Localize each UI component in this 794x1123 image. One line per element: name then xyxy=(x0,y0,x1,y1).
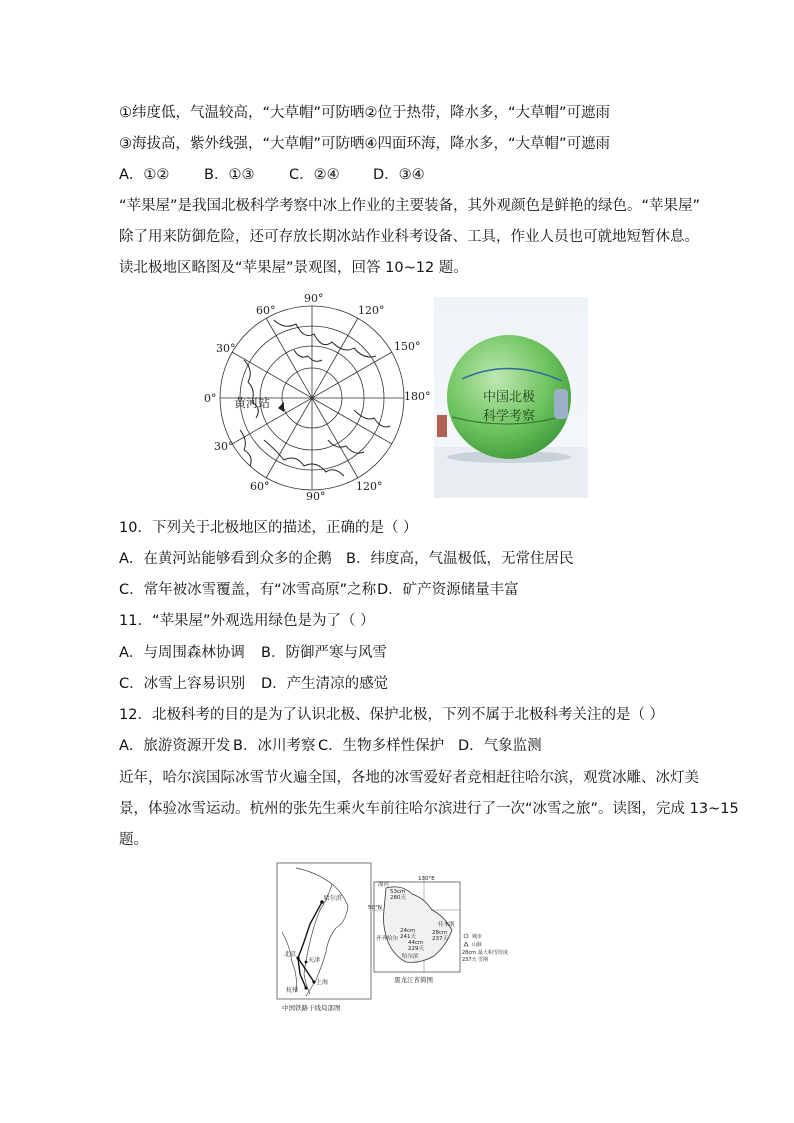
passage2-line3: 题。 xyxy=(119,832,148,848)
q9-statement-line1: ①纬度低，气温较高，“大草帽”可防晒②位于热带，降水多，“大草帽”可遮雨 xyxy=(119,105,611,121)
hlj-city-qiqihar: 齐齐哈尔 xyxy=(376,936,399,942)
q11-option-c[interactable]: C．冰雪上容易识别 xyxy=(119,676,246,692)
passage2-line1: 近年，哈尔滨国际冰雪节火遍全国，各地的冰雪爱好者竞相赶往哈尔滨，观赏冰雕、冰灯美 xyxy=(119,770,699,786)
lon-label-left-mid: 0° xyxy=(204,392,217,405)
hlj-depth-2: 24cm xyxy=(400,928,416,934)
q9-statement-line2: ③海拔高，紫外线强，“大草帽”可防晒④四面环海，降水多，“大草帽”可遮雨 xyxy=(119,136,611,152)
passage1-line2: 除了用来防御危险，还可存放长期冰站作业科考设备、工具，作业人员也可就地短暂休息。 xyxy=(119,229,699,245)
heilongjiang-map xyxy=(368,876,524,986)
rail-city-beijing: 北京 xyxy=(284,951,297,958)
lon-label-bottom: 90° xyxy=(306,490,326,503)
rail-city-shanghai: 上海 xyxy=(316,979,329,986)
hlj-city-harbin: 哈尔滨 xyxy=(402,954,419,960)
q12-stem: 12．北极科考的目的是为了认识北极、保护北极，下列不属于北极科考关注的是（ ） xyxy=(119,707,665,723)
hlj-city-jiamusi: 佳木斯 xyxy=(438,922,455,928)
hlj-map-caption: 黑龙江省简图 xyxy=(394,976,433,984)
q12-option-d[interactable]: D．气象监测 xyxy=(458,738,542,754)
lon-label-right-mid: 180° xyxy=(404,390,431,403)
rail-city-tianjin: 天津 xyxy=(308,957,321,964)
q10-stem: 10．下列关于北极地区的描述，正确的是（ ） xyxy=(119,520,418,536)
hlj-days-2: 241天 xyxy=(400,934,416,940)
legend-days: 雪期 xyxy=(478,957,489,963)
lon-label-top-left: 60° xyxy=(256,304,276,317)
q9-option-d[interactable]: D．③④ xyxy=(373,167,425,183)
station-marker-icon xyxy=(278,402,284,412)
q10-option-c[interactable]: C．常年被冰雪覆盖，有“冰雪高原”之称 xyxy=(119,582,377,598)
rail-city-hangzhou: 杭州 xyxy=(286,987,299,994)
hlj-days-4: 237天 xyxy=(432,936,448,942)
lon-label-right-upper: 150° xyxy=(394,340,421,353)
q10-option-d[interactable]: D．矿产资源储量丰富 xyxy=(377,582,519,598)
lat-label-top: 90° xyxy=(304,292,324,305)
passage1-line1: “苹果屋”是我国北极科学考察中冰上作业的主要装备，其外观颜色是鲜艳的绿色。“苹果屋” xyxy=(119,198,701,214)
q12-option-b[interactable]: B．冰川考察 xyxy=(233,738,316,754)
q12-option-c[interactable]: C．生物多样性保护 xyxy=(318,738,445,754)
q11-option-d[interactable]: D．产生清凉的感觉 xyxy=(261,676,389,692)
lon-label-left-lower: 30° xyxy=(214,440,234,453)
rail-city-harbin: 哈尔滨 xyxy=(324,895,343,902)
tianjin-dot-icon xyxy=(305,961,308,964)
hlj-lat-label: 50°N xyxy=(368,905,382,911)
apple-house-label-line2: 科学考察 xyxy=(482,409,536,424)
legend-city: 城市 xyxy=(472,934,483,940)
rail-map-caption: 中国铁路干线局部图 xyxy=(282,1004,341,1012)
lon-label-bottom-right: 120° xyxy=(356,480,383,493)
apple-house-photo xyxy=(434,297,588,498)
q11-option-a[interactable]: A．与周围森林协调 xyxy=(119,645,245,661)
lon-label-left-upper: 30° xyxy=(216,342,236,355)
passage1-line3: 读北极地区略图及“苹果屋”景观图，回答 10~12 题。 xyxy=(119,260,468,276)
china-railway-map xyxy=(276,862,372,1014)
hlj-lon-label: 130°E xyxy=(418,876,435,882)
legend-depth: 最大积雪厚度 xyxy=(478,950,509,956)
beijing-dot-icon xyxy=(296,956,299,959)
hlj-depth-4: 28cm xyxy=(432,930,448,936)
hlj-depth-3: 44cm xyxy=(408,940,424,946)
hlj-days-3: 229天 xyxy=(408,946,424,952)
station-label: 黄河站 xyxy=(234,396,271,410)
hlj-days-1: 280天 xyxy=(390,895,406,901)
apple-house-label-line1: 中国北极 xyxy=(482,390,536,405)
legend-mountain: 山脉 xyxy=(472,942,483,948)
q9-option-b[interactable]: B．①③ xyxy=(204,167,255,183)
q11-stem: 11．“苹果屋”外观选用绿色是为了（ ） xyxy=(119,613,375,629)
passage2-line2: 景，体验冰雪运动。杭州的张先生乘火车前往哈尔滨进行了一次“冰雪之旅”。读图，完成 13~15 xyxy=(119,801,739,817)
legend-days-value: 237天 xyxy=(462,957,477,963)
lon-label-top-right: 120° xyxy=(358,304,385,317)
hangzhou-dot-icon xyxy=(304,986,307,989)
q10-option-a[interactable]: A．在黄河站能够看到众多的企鹅 xyxy=(119,551,332,567)
arctic-polar-map xyxy=(204,290,436,502)
hlj-city-mohe: 漠河 xyxy=(378,882,390,888)
legend-city-icon xyxy=(464,934,468,938)
q12-option-a[interactable]: A．旅游资源开发 xyxy=(119,738,231,754)
q11-option-b[interactable]: B．防御严寒与风雪 xyxy=(261,645,387,661)
lon-label-bottom-left: 60° xyxy=(250,480,270,493)
legend-mountain-icon xyxy=(464,942,468,946)
q10-option-b[interactable]: B．纬度高，气温极低，无常住居民 xyxy=(346,551,574,567)
q9-option-c[interactable]: C．②④ xyxy=(289,167,340,183)
hlj-legend xyxy=(462,933,508,963)
q9-option-a[interactable]: A．①② xyxy=(119,167,170,183)
hlj-depth-1: 53cm xyxy=(390,889,406,895)
legend-depth-value: 28cm xyxy=(462,950,476,956)
